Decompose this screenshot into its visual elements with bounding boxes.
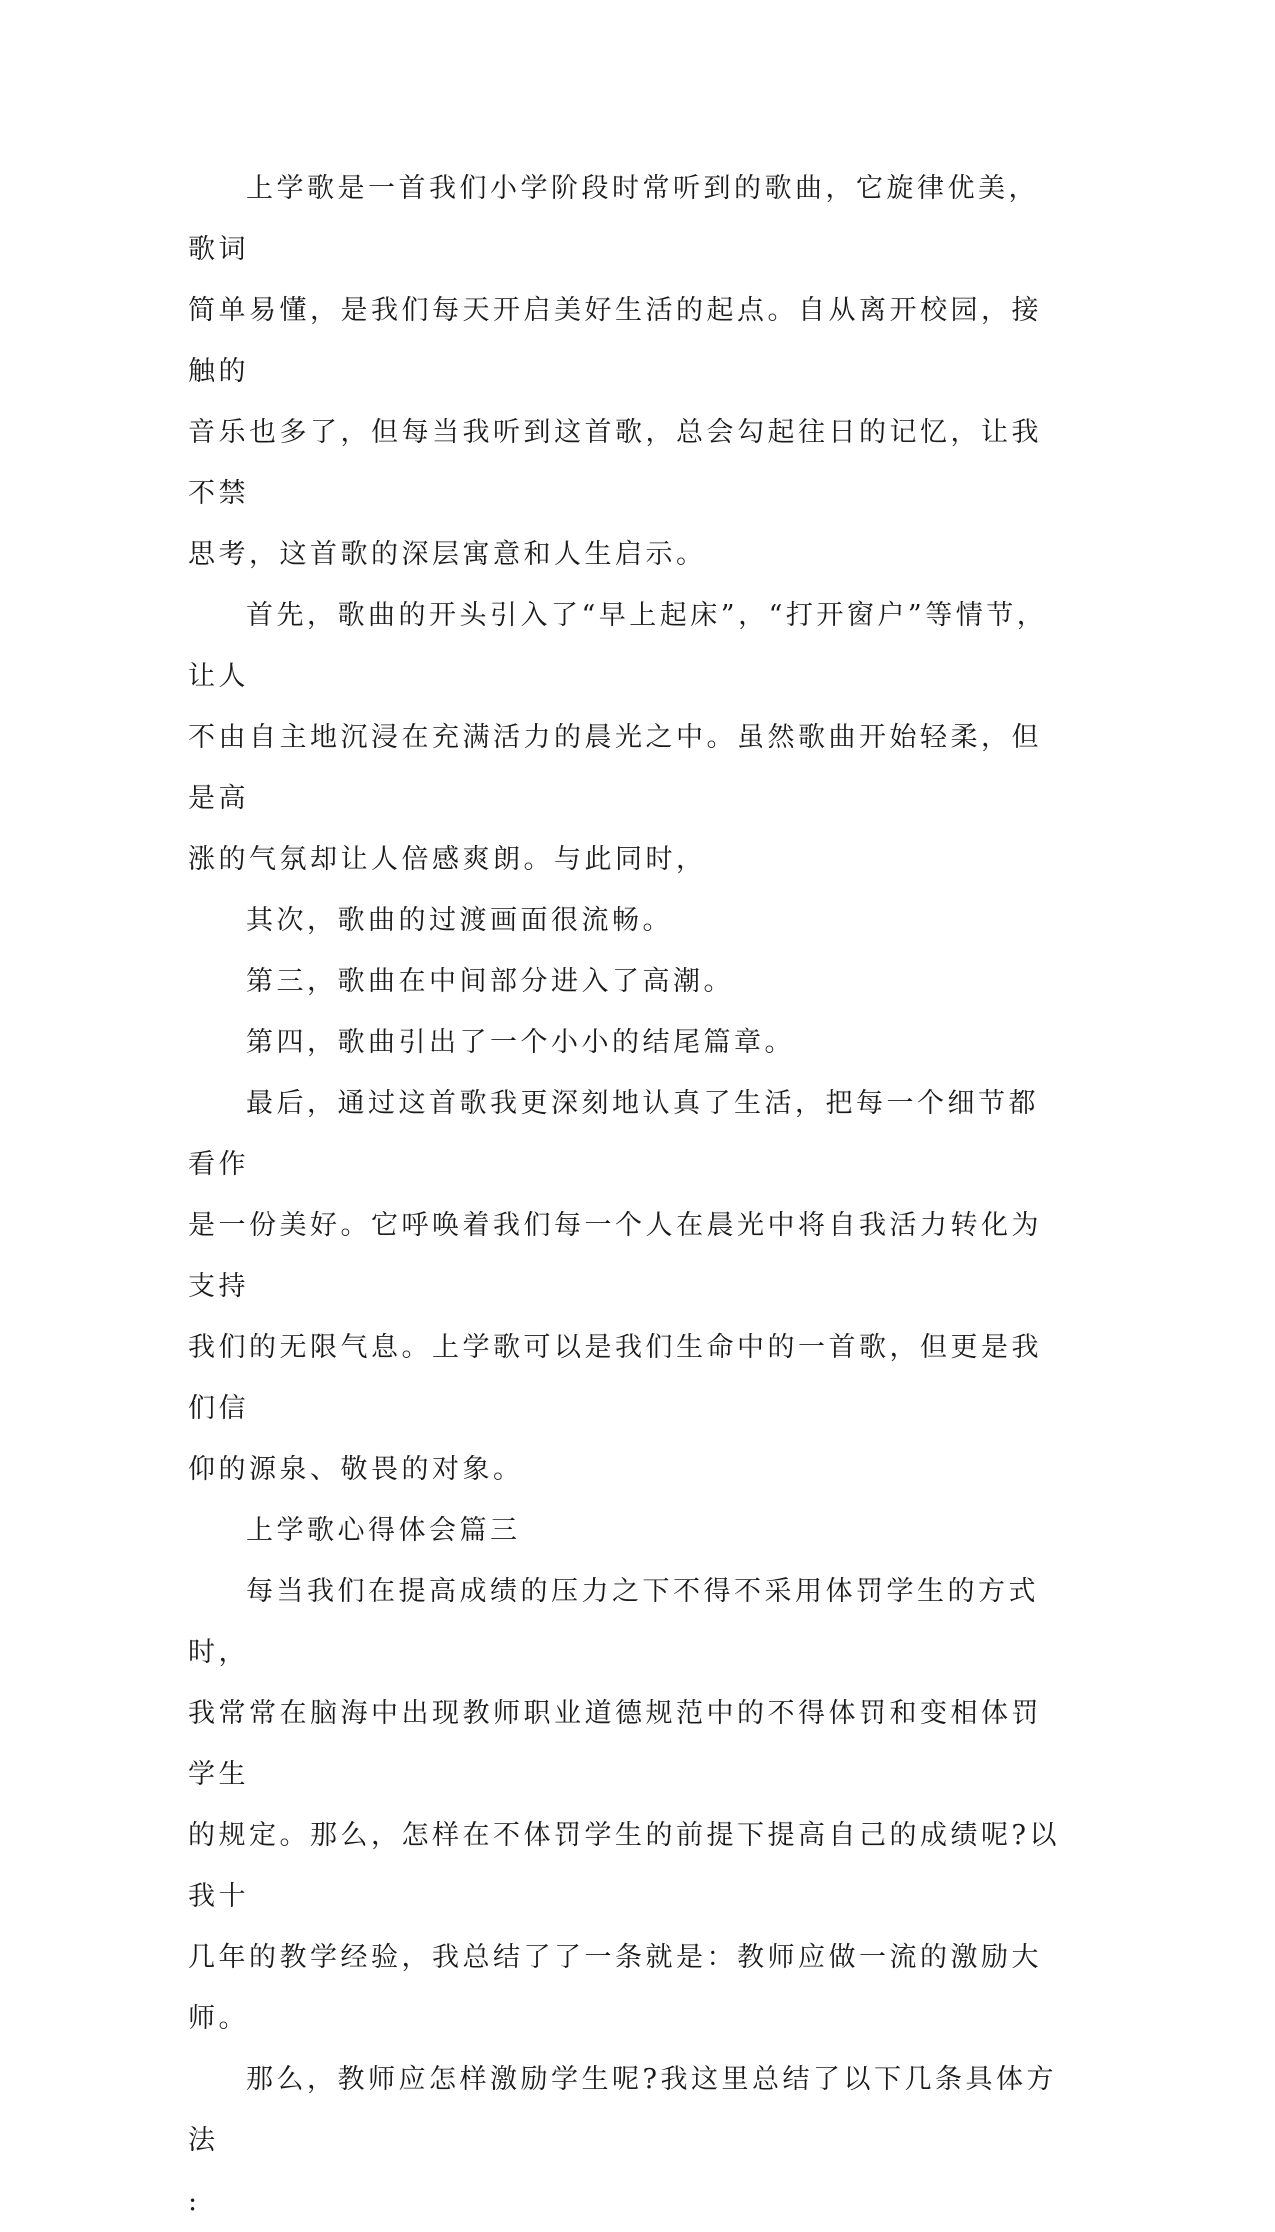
paragraph-4: 第三，歌曲在中间部分进入了高潮。 bbox=[246, 966, 734, 997]
paragraph-6: 最后，通过这首歌我更深刻地认真了生活，把每一个细节都看作 是一份美好。它呼唤着我们每一个人在晨光中将自我活力转化为支持 我们的无限气息。上学歌可以是我们生命中的一首歌，但更是我们信 仰的源泉、敬畏的对象。 bbox=[188, 1088, 1042, 1485]
paragraph-7: 每当我们在提高成绩的压力之下不得不采用体罚学生的方式时， 我常常在脑海中出现教师职业道德规范中的不得体罚和变相体罚学生 的规定。那么，怎样在不体罚学生的前提下提高自己的成绩呢?以我十 几年的教学经验，我总结了了一条就是：教师应做一流的激励大师。 bbox=[188, 1576, 1060, 2034]
paragraph-3: 其次，歌曲的过渡画面很流畅。 bbox=[246, 905, 673, 936]
paragraph-5: 第四，歌曲引出了一个小小的结尾篇章。 bbox=[246, 1027, 795, 1058]
section-heading: 上学歌心得体会篇三 bbox=[246, 1515, 521, 1546]
paragraph-1: 上学歌是一首我们小学阶段时常听到的歌曲，它旋律优美，歌词 简单易懂，是我们每天开启美好生活的起点。自从离开校园，接触的 音乐也多了，但每当我听到这首歌，总会勾起往日的记忆，让我不禁 思考，这首歌的深层寓意和人生启示。 bbox=[188, 173, 1042, 570]
trailing-colon: : bbox=[188, 2186, 201, 2217]
paragraph-2: 首先，歌曲的开头引入了“早上起床”，“打开窗户”等情节，让人 不由自主地沉浸在充满活力的晨光之中。虽然歌曲开始轻柔，但是高 涨的气氛却让人倍感爽朗。与此同时， bbox=[188, 600, 1048, 875]
document-body bbox=[188, 158, 1068, 2232]
paragraph-8: 那么，教师应怎样激励学生呢?我这里总结了以下几条具体方法 bbox=[188, 2064, 1057, 2156]
